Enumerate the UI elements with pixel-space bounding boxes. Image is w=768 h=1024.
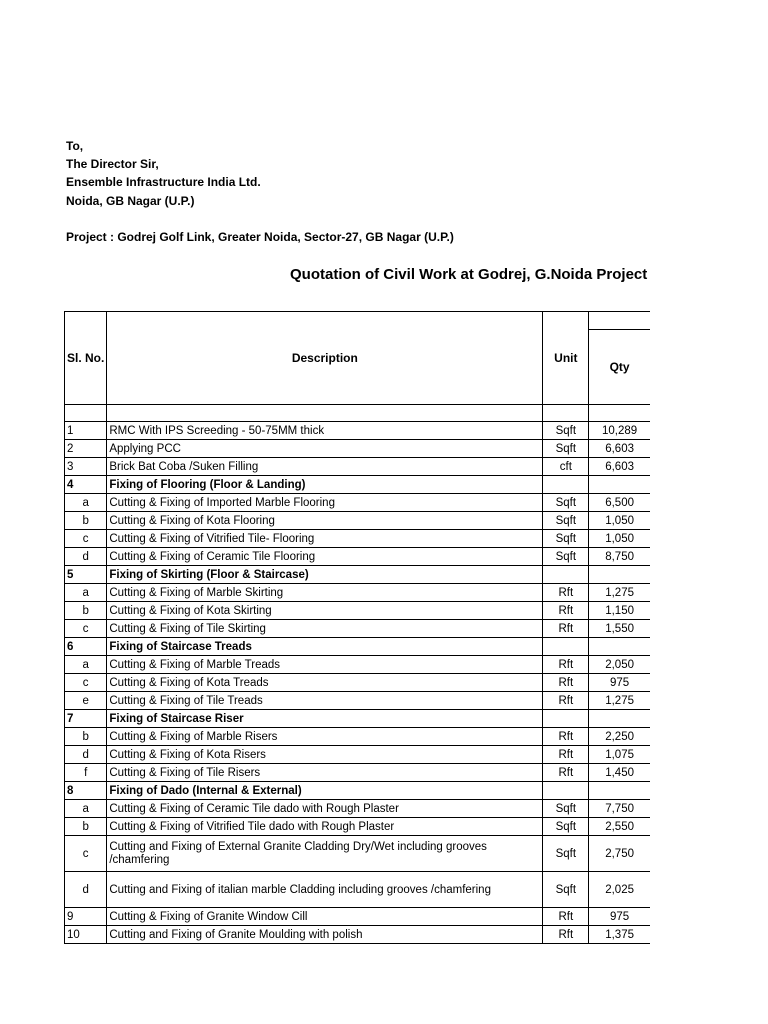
row-qty: 1,150 — [589, 602, 650, 620]
row-description: Cutting & Fixing of Ceramic Tile dado with Rough Plaster — [107, 800, 543, 818]
table-row — [65, 584, 650, 602]
table-row — [65, 764, 650, 782]
table-row — [65, 728, 650, 746]
row-description: Cutting & Fixing of Kota Skirting — [107, 602, 543, 620]
row-description: Cutting & Fixing of Vitrified Tile dado with Rough Plaster — [107, 818, 543, 836]
table-row — [65, 440, 650, 458]
row-unit: cft — [543, 458, 589, 476]
row-sl-no: 7 — [65, 710, 107, 728]
row-unit: Rft — [543, 692, 589, 710]
table-group-row — [65, 638, 650, 656]
row-qty: 1,075 — [589, 746, 650, 764]
table-group-row — [65, 782, 650, 800]
row-qty: 1,375 — [589, 926, 650, 944]
row-sl-no: c — [65, 530, 107, 548]
row-unit: Sqft — [543, 494, 589, 512]
quotation-table — [64, 311, 650, 944]
row-unit: Rft — [543, 728, 589, 746]
row-qty: 2,550 — [589, 818, 650, 836]
row-unit: Rft — [543, 620, 589, 638]
row-qty: 1,450 — [589, 764, 650, 782]
row-sl-no: 6 — [65, 638, 107, 656]
row-unit: Sqft — [543, 530, 589, 548]
table-row — [65, 458, 650, 476]
row-description: Cutting & Fixing of Marble Skirting — [107, 584, 543, 602]
row-sl-no: c — [65, 836, 107, 872]
row-sl-no: b — [65, 512, 107, 530]
table-row — [65, 800, 650, 818]
row-description: Cutting and Fixing of italian marble Cladding including grooves /chamfering — [107, 872, 543, 908]
address-to: To, — [66, 139, 84, 153]
table-row — [65, 674, 650, 692]
table-row — [65, 926, 650, 944]
spacer-cell — [589, 405, 650, 422]
row-qty: 975 — [589, 674, 650, 692]
row-unit: Sqft — [543, 836, 589, 872]
row-description: Cutting & Fixing of Imported Marble Flooring — [107, 494, 543, 512]
row-qty: 6,500 — [589, 494, 650, 512]
row-sl-no: b — [65, 728, 107, 746]
row-qty: 2,750 — [589, 836, 650, 872]
row-qty — [589, 566, 650, 584]
row-qty: 2,025 — [589, 872, 650, 908]
row-sl-no: e — [65, 692, 107, 710]
row-sl-no: 9 — [65, 908, 107, 926]
table-body — [65, 422, 650, 944]
row-sl-no: 4 — [65, 476, 107, 494]
row-sl-no: c — [65, 620, 107, 638]
row-unit — [543, 710, 589, 728]
table-row — [65, 908, 650, 926]
address-recipient: The Director Sir, — [66, 157, 159, 172]
row-qty: 1,050 — [589, 512, 650, 530]
row-qty — [589, 782, 650, 800]
row-description: Cutting & Fixing of Ceramic Tile Flooring — [107, 548, 543, 566]
row-sl-no: b — [65, 602, 107, 620]
row-sl-no: d — [65, 746, 107, 764]
row-qty: 8,750 — [589, 548, 650, 566]
row-description: Cutting & Fixing of Kota Treads — [107, 674, 543, 692]
row-sl-no: 5 — [65, 566, 107, 584]
table-group-row — [65, 710, 650, 728]
row-description: Cutting & Fixing of Tile Skirting — [107, 620, 543, 638]
address-gap — [66, 210, 454, 228]
project-line: Project : Godrej Golf Link, Greater Noida, Sector-27, GB Nagar (U.P.) — [66, 229, 454, 244]
row-description: Cutting & Fixing of Vitrified Tile- Flooring — [107, 530, 543, 548]
spacer-cell — [543, 405, 589, 422]
table-group-row — [65, 566, 650, 584]
row-description: Applying PCC — [107, 440, 543, 458]
row-description: Cutting & Fixing of Tile Treads — [107, 692, 543, 710]
row-sl-no: a — [65, 800, 107, 818]
row-sl-no: d — [65, 548, 107, 566]
row-qty: 6,603 — [589, 440, 650, 458]
row-sl-no: 1 — [65, 422, 107, 440]
row-sl-no: 3 — [65, 458, 107, 476]
table-row — [65, 692, 650, 710]
row-sl-no: a — [65, 584, 107, 602]
row-description: Fixing of Dado (Internal & External) — [107, 782, 543, 800]
row-unit: Sqft — [543, 800, 589, 818]
row-sl-no: 10 — [65, 926, 107, 944]
row-description: Cutting & Fixing of Kota Risers — [107, 746, 543, 764]
row-description: Cutting and Fixing of Granite Moulding with polish — [107, 926, 543, 944]
table-row — [65, 818, 650, 836]
row-description: Cutting & Fixing of Tile Risers — [107, 764, 543, 782]
row-sl-no: d — [65, 872, 107, 908]
row-unit — [543, 566, 589, 584]
row-sl-no: f — [65, 764, 107, 782]
row-description: Fixing of Staircase Riser — [107, 710, 543, 728]
row-description: Fixing of Flooring (Floor & Landing) — [107, 476, 543, 494]
row-sl-no: 2 — [65, 440, 107, 458]
table-row — [65, 872, 650, 908]
row-qty: 1,275 — [589, 584, 650, 602]
header-sl-no: Sl. No. — [65, 312, 107, 405]
row-qty: 6,603 — [589, 458, 650, 476]
row-sl-no: c — [65, 674, 107, 692]
row-description: Fixing of Skirting (Floor & Staircase) — [107, 566, 543, 584]
row-description: Fixing of Staircase Treads — [107, 638, 543, 656]
address-block — [66, 137, 454, 246]
row-unit — [543, 638, 589, 656]
row-unit: Rft — [543, 584, 589, 602]
row-unit: Rft — [543, 656, 589, 674]
row-qty — [589, 476, 650, 494]
row-description: Cutting & Fixing of Kota Flooring — [107, 512, 543, 530]
address-company: Ensemble Infrastructure India Ltd. — [66, 175, 261, 190]
row-description: RMC With IPS Screeding - 50-75MM thick — [107, 422, 543, 440]
row-qty: 2,250 — [589, 728, 650, 746]
row-unit: Sqft — [543, 512, 589, 530]
row-unit: Sqft — [543, 422, 589, 440]
row-unit: Sqft — [543, 548, 589, 566]
row-unit — [543, 476, 589, 494]
row-description: Cutting & Fixing of Marble Risers — [107, 728, 543, 746]
address-location: Noida, GB Nagar (U.P.) — [66, 193, 195, 208]
row-sl-no: a — [65, 656, 107, 674]
row-description: Brick Bat Coba /Suken Filling — [107, 458, 543, 476]
row-unit: Sqft — [543, 872, 589, 908]
table-row — [65, 620, 650, 638]
row-unit — [543, 782, 589, 800]
table-row — [65, 836, 650, 872]
row-description: Cutting and Fixing of External Granite Cladding Dry/Wet including grooves /chamfering — [107, 836, 543, 872]
header-qty-group — [589, 312, 650, 330]
table-group-row — [65, 476, 650, 494]
row-qty: 1,275 — [589, 692, 650, 710]
spacer-cell — [107, 405, 543, 422]
row-unit: Rft — [543, 674, 589, 692]
row-unit: Rft — [543, 764, 589, 782]
row-description: Cutting & Fixing of Marble Treads — [107, 656, 543, 674]
header-unit: Unit — [543, 312, 589, 405]
row-sl-no: a — [65, 494, 107, 512]
table-row — [65, 512, 650, 530]
table-row — [65, 494, 650, 512]
table-row — [65, 530, 650, 548]
header-description: Description — [107, 312, 543, 405]
row-qty: 975 — [589, 908, 650, 926]
row-description: Cutting & Fixing of Granite Window Cill — [107, 908, 543, 926]
header-qty: Qty — [589, 330, 650, 405]
spacer-cell — [65, 405, 107, 422]
row-unit: Rft — [543, 926, 589, 944]
row-sl-no: b — [65, 818, 107, 836]
table-row — [65, 548, 650, 566]
row-unit: Rft — [543, 602, 589, 620]
table-row — [65, 602, 650, 620]
row-qty — [589, 638, 650, 656]
row-unit: Rft — [543, 746, 589, 764]
row-unit: Sqft — [543, 818, 589, 836]
quotation-title: Quotation of Civil Work at Godrej, G.Noida Project — [290, 266, 648, 283]
row-qty: 2,050 — [589, 656, 650, 674]
row-unit: Rft — [543, 908, 589, 926]
row-sl-no: 8 — [65, 782, 107, 800]
row-qty: 10,289 — [589, 422, 650, 440]
row-unit: Sqft — [543, 440, 589, 458]
table-row — [65, 422, 650, 440]
row-qty — [589, 710, 650, 728]
table-row — [65, 656, 650, 674]
table-row — [65, 746, 650, 764]
row-qty: 1,550 — [589, 620, 650, 638]
row-qty: 1,050 — [589, 530, 650, 548]
row-qty: 7,750 — [589, 800, 650, 818]
